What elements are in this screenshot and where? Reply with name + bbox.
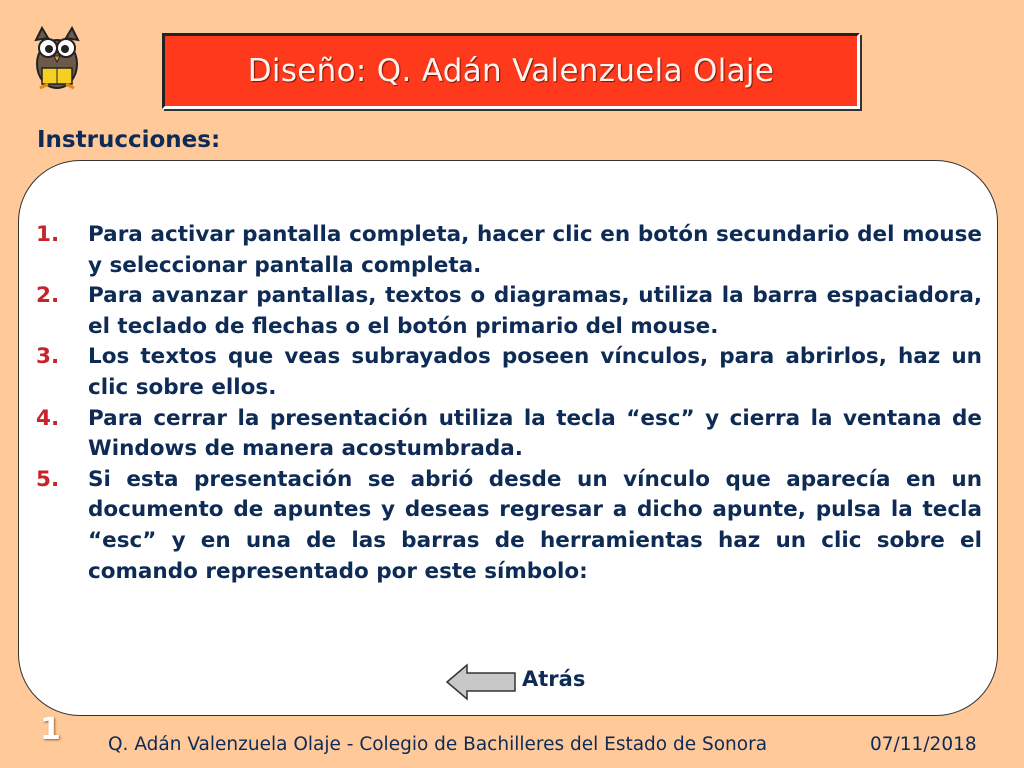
instruction-text: Para activar pantalla completa, hacer clic en botón secundario del mouse y seleccionar pantalla completa.	[88, 222, 982, 278]
instruction-text: Si esta presentación se abrió desde un vínculo que aparecía en un documento de apuntes y deseas regresar a dicho apunte, pulsa la tecla “esc” y en una de las barras de herramientas haz un clic sobre el comando representado por este símbolo:	[88, 466, 982, 584]
title-banner	[162, 33, 860, 109]
instruction-item	[36, 465, 982, 587]
instruction-item	[36, 281, 982, 342]
instruction-number: 1.	[36, 222, 60, 247]
instruction-item	[36, 404, 982, 465]
instruction-number: 2.	[36, 283, 60, 309]
instruction-item	[36, 220, 982, 281]
instruction-text: Los textos que veas subrayados poseen vínculos, para abrirlos, haz un clic sobre ellos.	[88, 344, 982, 400]
instruction-item	[36, 342, 982, 403]
slide-title: Diseño: Q. Adán Valenzuela Olaje	[247, 53, 775, 89]
back-arrow-icon[interactable]	[445, 663, 517, 701]
instructions-list	[36, 220, 982, 587]
instruction-number: 5.	[36, 466, 60, 492]
footer-date: 07/11/2018	[870, 734, 977, 755]
instruction-number: 4.	[36, 405, 60, 431]
instruction-number: 3.	[36, 344, 60, 370]
footer-text: Q. Adán Valenzuela Olaje - Colegio de Bachilleres del Estado de Sonora	[108, 734, 768, 755]
slide-number: 1	[40, 712, 61, 747]
owl-logo-icon	[22, 22, 92, 94]
instruction-text: Para avanzar pantallas, textos o diagramas, utiliza la barra espaciadora, el teclado de flechas o el botón primario del mouse.	[88, 283, 982, 339]
instruction-text: Para cerrar la presentación utiliza la tecla “esc” y cierra la ventana de Windows de manera acostumbrada.	[88, 405, 982, 462]
instructions-heading: Instrucciones:	[37, 127, 221, 153]
back-link[interactable]: Atrás	[522, 667, 586, 691]
